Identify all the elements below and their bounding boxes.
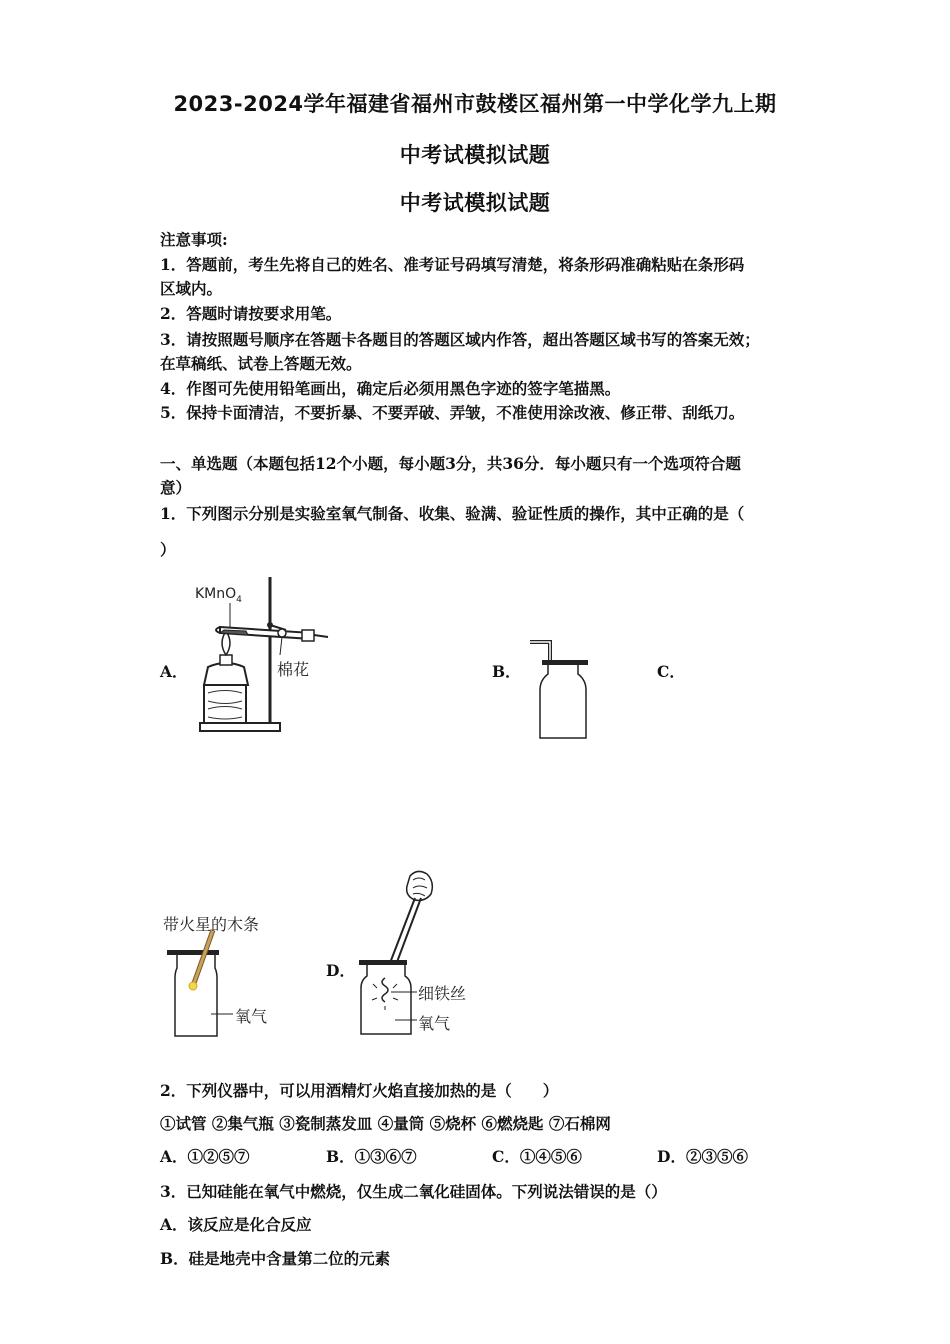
notes-item: 在草稿纸、试卷上答题无效。 [160, 354, 362, 373]
notes-item: 2．答题时请按要求用笔。 [160, 304, 342, 323]
exam-title-line1: 2023-2024学年福建省福州市鼓楼区福州第一中学化学九上期 [173, 92, 777, 116]
notes-item: 4．作图可先使用铅笔画出，确定后必须用黑色字迹的签字笔描黑。 [160, 379, 621, 398]
q2-items: ①试管 ②集气瓶 ③瓷制蒸发皿 ④量筒 ⑤烧杯 ⑥燃烧匙 ⑦石棉网 [160, 1114, 611, 1133]
q1-option-b-label: B． [492, 662, 521, 681]
q2-choice-d: D．②③⑤⑥ [657, 1147, 748, 1166]
q2-choice-b: B．①③⑥⑦ [326, 1147, 417, 1166]
q1-option-d-label: D． [326, 961, 355, 980]
figure-d-wire-label: 细铁丝 [418, 984, 467, 1003]
q1-option-c-label: C． [657, 662, 685, 681]
section-heading: 一、单选题（本题包括12个小题，每小题3分，共36分．每小题只有一个选项符合题 [160, 454, 741, 473]
q2-choice-a: A．①②⑤⑦ [160, 1147, 250, 1166]
figure-d-oxygen-label: 氧气 [418, 1014, 451, 1033]
exam-title-line3: 中考试模拟试题 [399, 191, 551, 215]
exam-title-line2: 中考试模拟试题 [399, 143, 551, 167]
figure-a-cotton-label: 棉花 [277, 660, 310, 679]
notes-heading: 注意事项: [160, 230, 228, 249]
q3-stem: 3．已知硅能在氧气中燃烧，仅生成二氧化硅固体。下列说法错误的是（） [160, 1182, 667, 1201]
q1-stem: 1．下列图示分别是实验室氧气制备、收集、验满、验证性质的操作，其中正确的是（ [160, 504, 745, 523]
figure-b-gas-bottle [528, 636, 590, 742]
q2-stem: 2．下列仪器中，可以用酒精灯火焰直接加热的是（ ） [160, 1081, 559, 1100]
notes-item: 1．答题前，考生先将自己的姓名、准考证号码填写清楚，将条形码准确粘贴在条形码 [160, 255, 745, 274]
notes-item: 5．保持卡面清洁，不要折暴、不要弄破、弄皱，不准使用涂改液、修正带、刮纸刀。 [160, 403, 745, 422]
figure-c-splint-label: 带火星的木条 [163, 915, 260, 934]
q1-stem-cont: ） [160, 540, 176, 559]
notes-item: 区域内。 [160, 279, 223, 298]
q3-choice-b: B．硅是地壳中含量第二位的元素 [160, 1249, 391, 1268]
figure-c-oxygen-label: 氧气 [235, 1007, 268, 1026]
section-heading-cont: 意） [160, 478, 192, 497]
q1-option-a-label: A． [160, 662, 188, 681]
notes-item: 3．请按照题号顺序在答题卡各题目的答题区域内作答，超出答题区域书写的答案无效； [160, 330, 760, 349]
q2-choice-c: C．①④⑤⑥ [492, 1147, 582, 1166]
q3-choice-a: A．该反应是化合反应 [160, 1215, 312, 1234]
figure-a-formula-label: KMnO$_4$ [195, 586, 242, 605]
